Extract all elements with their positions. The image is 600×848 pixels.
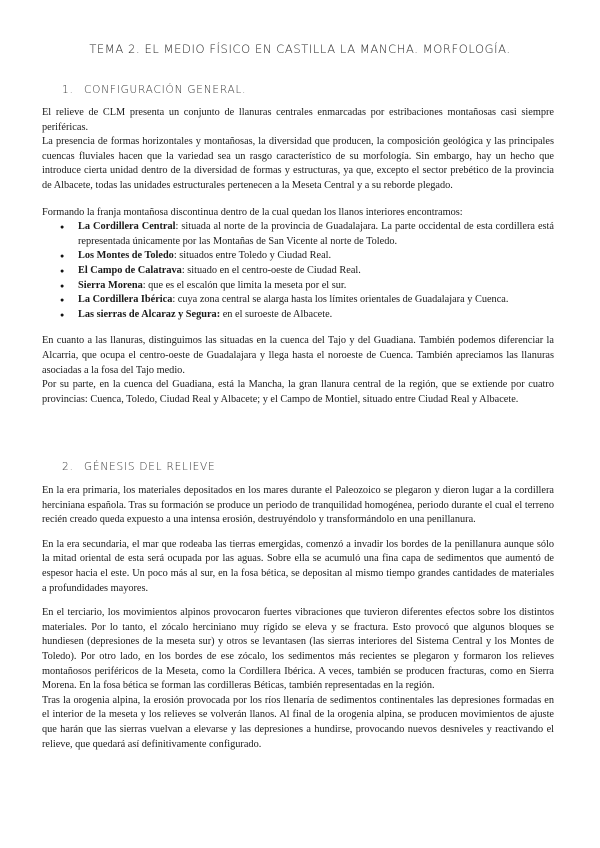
list-item: ● El Campo de Calatrava: situado en el centro-oeste de Ciudad Real. <box>78 264 554 279</box>
paragraph: Tras la orogenia alpina, la erosión provocada por los ríos llenaría de sedimentos continentales las depresiones formadas en el interior de la meseta y los relieves se volverán llanos. Al final de la orogenia alpina, se producen movimientos de ajuste que harán que las sierras vuelvan a elevarse y las depresiones a hundirse, provocando nuevos desniveles y reactivando el relieve, que quedará así definitivamente configurado. <box>42 694 554 750</box>
section-1-number: 1. <box>62 84 74 96</box>
page-title: TEMA 2. EL MEDIO FÍSICO EN CASTILLA LA MANCHA. MORFOLOGÍA. <box>89 42 511 56</box>
paragraph: El relieve de CLM presenta un conjunto de llanuras centrales enmarcadas por estribaciones montañosas casi siempre periféricas. <box>42 107 554 133</box>
list-item: ● Sierra Morena: que es el escalón que limita la meseta por el sur. <box>78 279 554 294</box>
paragraph: La presencia de formas horizontales y montañosas, la diversidad que producen, la composición geológica y las principales cuencas fluviales hacen que la variedad sea un rasgo característico de su morfología. Sin embargo, hay un hecho que introduce cierta unidad dentro de la diversidad de formas y estructuras, ya que, excepto el sector prebético de la provincia de Albacete, todas las unidades estructurales pertenecen a la Meseta Central y a su reborde plegado. <box>42 136 554 191</box>
paragraph: Por su parte, en la cuenca del Guadiana, está la Mancha, la gran llanura central de la región, que se extiende por cuatro provincias: Cuenca, Toledo, Ciudad Real y Albacete; y el Campo de Montiel, situado entre Ciudad Real y Albacete. <box>42 379 554 405</box>
section-1-heading <box>62 84 246 96</box>
section-2-title: GÉNESIS DEL RELIEVE <box>84 461 216 473</box>
section-2-number: 2. <box>62 461 74 473</box>
paragraph: En el terciario, los movimientos alpinos provocaron fuertes vibraciones que tuvieron diferentes efectos sobre los distintos materiales. Por lo tanto, el zócalo herciniano muy rígido se eleva y se fractura. Esto provocó que algunos bloques se hundiesen (depresiones de la meseta sur) y otros se levantasen (las sierras interiores del Sistema Central y los Montes de Toledo). Por otro lado, en los bordes de ese zócalo, los sedimentos más recientes se plegaron y formaron los relieves montañosos periféricos de la Meseta, como la Cordillera Ibérica. A veces, también se producen fracturas, como en Sierra Morena. En la fosa bética se forman las cordilleras Béticas, también representadas en la región. <box>42 607 554 692</box>
section-2-heading <box>62 461 215 473</box>
list-item: ● La Cordillera Central: situada al norte de la provincia de Guadalajara. La parte occidental de esta cordillera está representada únicamente por las Montañas de San Vicente al norte de Toledo. <box>78 220 554 249</box>
section-2-body <box>42 484 554 752</box>
list-item: ● La Cordillera Ibérica: cuya zona central se alarga hasta los límites orientales de Guadalajara y Cuenca. <box>78 293 554 308</box>
list-item: ● Las sierras de Alcaraz y Segura: en el suroeste de Albacete. <box>78 308 554 323</box>
mountain-list <box>42 220 554 322</box>
paragraph: En la era primaria, los materiales depositados en los mares durante el Paleozoico se plegaron y dieron lugar a la cordillera herciniana española. Tras su formación se produce un periodo de tranquilidad homogénea, periodo durante el cual el terreno recién creado queda expuesto a una intensa erosión, destruyéndolo y transformándolo en una penillanura. <box>42 485 554 526</box>
section-1-title: CONFIGURACIÓN GENERAL. <box>84 84 247 96</box>
paragraph: En la era secundaria, el mar que rodeaba las tierras emergidas, comenzó a invadir los bordes de la penillanura aunque sólo la mitad oriental de esta será ocupada por las aguas. Sobre ella se acumuló una fina capa de sedimentos que aumentó de espesor hacia el este. Un poco más al sur, en la fosa bética, se depositan al mismo tiempo grandes cantidades de materiales a profundidades mayores. <box>42 538 554 594</box>
paragraph: Formando la franja montañosa discontinua dentro de la cual quedan los llanos interiores encontramos: <box>42 206 463 218</box>
list-item: ● Los Montes de Toledo: situados entre Toledo y Ciudad Real. <box>78 249 554 264</box>
paragraph: En cuanto a las llanuras, distinguimos las situadas en la cuenca del Tajo y del Guadiana. También podemos diferenciar la Alcarria, que ocupa el centro-oeste de Guadalajara y llega hasta el noroeste de Cuenca. También apreciamos las llanuras asociadas a la fosa del Tajo medio. <box>42 335 554 376</box>
section-1-body <box>42 106 554 407</box>
